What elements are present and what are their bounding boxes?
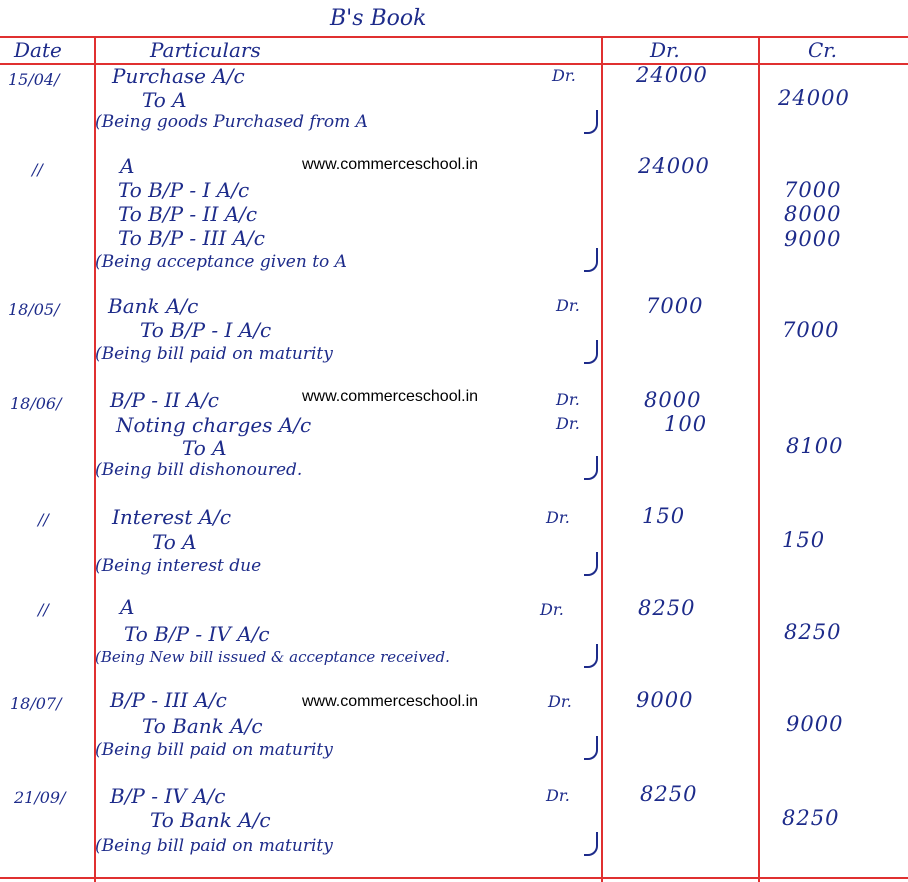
entry-credit-account: To B/P - I A/c — [118, 178, 250, 202]
watermark: www.commerceschool.in — [302, 156, 479, 173]
entry-debit-account: Bank A/c — [108, 294, 199, 318]
entry-credit-account: To A — [152, 530, 197, 554]
entry-credit-account: To B/P - III A/c — [118, 226, 265, 250]
entry-narration: (Being bill paid on maturity — [95, 740, 333, 760]
entry-credit-account: To B/P - I A/c — [140, 318, 272, 342]
entry-date: // — [32, 160, 43, 179]
dr-column-rule — [758, 36, 760, 882]
header-date: Date — [14, 38, 62, 62]
narration-bracket — [584, 340, 598, 364]
entry-dr-amount: 150 — [642, 504, 686, 528]
entry-dr-amount: 8250 — [638, 596, 696, 620]
narration-bracket — [584, 248, 598, 272]
entry-debit-account: B/P - III A/c — [110, 688, 227, 712]
entry-debit-account: A — [120, 595, 135, 619]
entry-dr-amount: 9000 — [636, 688, 694, 712]
narration-bracket — [584, 552, 598, 576]
entry-debit-account: Purchase A/c — [112, 64, 245, 88]
dr-marker: Dr. — [546, 508, 570, 527]
entry-credit-account: To A — [182, 436, 227, 460]
entry-date: 21/09/ — [14, 788, 66, 807]
dr-marker: Dr. — [556, 296, 580, 315]
header-dr: Dr. — [650, 38, 680, 62]
entry-cr-amount: 9000 — [786, 712, 844, 736]
narration-bracket — [584, 644, 598, 668]
entry-credit-account: To A — [142, 88, 187, 112]
entry-dr-amount: 100 — [664, 412, 708, 436]
narration-bracket — [584, 456, 598, 480]
narration-bracket — [584, 110, 598, 134]
entry-credit-account: To Bank A/c — [150, 808, 271, 832]
entry-date: 15/04/ — [8, 70, 60, 89]
narration-bracket — [584, 832, 598, 856]
dr-marker: Dr. — [556, 414, 580, 433]
header-top-rule — [0, 36, 908, 38]
entry-debit-account: Interest A/c — [112, 505, 232, 529]
entry-debit-account: A — [120, 154, 135, 178]
entry-narration: (Being bill dishonoured. — [95, 460, 303, 480]
entry-cr-amount: 8250 — [782, 806, 840, 830]
entry-narration: (Being bill paid on maturity — [95, 836, 333, 856]
entry-narration: (Being interest due — [95, 556, 262, 576]
entry-date: 18/06/ — [10, 394, 62, 413]
entry-date: // — [38, 600, 49, 619]
entry-credit-account: To B/P - IV A/c — [124, 622, 270, 646]
watermark: www.commerceschool.in — [302, 388, 479, 405]
particulars-column-rule — [601, 36, 603, 882]
entry-narration: (Being acceptance given to A — [95, 252, 347, 272]
dr-marker: Dr. — [546, 786, 570, 805]
dr-marker: Dr. — [540, 600, 564, 619]
entry-debit-account: B/P - II A/c — [110, 388, 219, 412]
entry-cr-amount: 9000 — [784, 227, 842, 251]
narration-bracket — [584, 736, 598, 760]
entry-dr-amount: 7000 — [646, 294, 704, 318]
entry-narration: (Being goods Purchased from A — [95, 112, 368, 132]
entry-date: 18/07/ — [10, 694, 62, 713]
page-title: B's Book — [330, 6, 427, 31]
entry-dr-amount: 24000 — [636, 63, 708, 87]
entry-narration: (Being New bill issued & acceptance received. — [95, 648, 450, 666]
dr-marker: Dr. — [556, 390, 580, 409]
entry-cr-amount: 8000 — [784, 202, 842, 226]
header-cr: Cr. — [808, 38, 838, 62]
entry-cr-amount: 8100 — [786, 434, 844, 458]
entry-cr-amount: 8250 — [784, 620, 842, 644]
header-particulars: Particulars — [150, 38, 261, 62]
dr-marker: Dr. — [552, 66, 576, 85]
footer-rule — [0, 877, 908, 879]
entry-cr-amount: 7000 — [782, 318, 840, 342]
entry-cr-amount: 7000 — [784, 178, 842, 202]
entry-debit-account: Noting charges A/c — [116, 413, 312, 437]
entry-credit-account: To Bank A/c — [142, 714, 263, 738]
entry-debit-account: B/P - IV A/c — [110, 784, 226, 808]
dr-marker: Dr. — [548, 692, 572, 711]
entry-dr-amount: 8250 — [640, 782, 698, 806]
entry-date: // — [38, 510, 49, 529]
entry-dr-amount: 24000 — [638, 154, 710, 178]
entry-cr-amount: 24000 — [778, 86, 850, 110]
entry-cr-amount: 150 — [782, 528, 826, 552]
entry-date: 18/05/ — [8, 300, 60, 319]
watermark: www.commerceschool.in — [302, 693, 479, 710]
entry-credit-account: To B/P - II A/c — [118, 202, 258, 226]
entry-narration: (Being bill paid on maturity — [95, 344, 333, 364]
entry-dr-amount: 8000 — [644, 388, 702, 412]
